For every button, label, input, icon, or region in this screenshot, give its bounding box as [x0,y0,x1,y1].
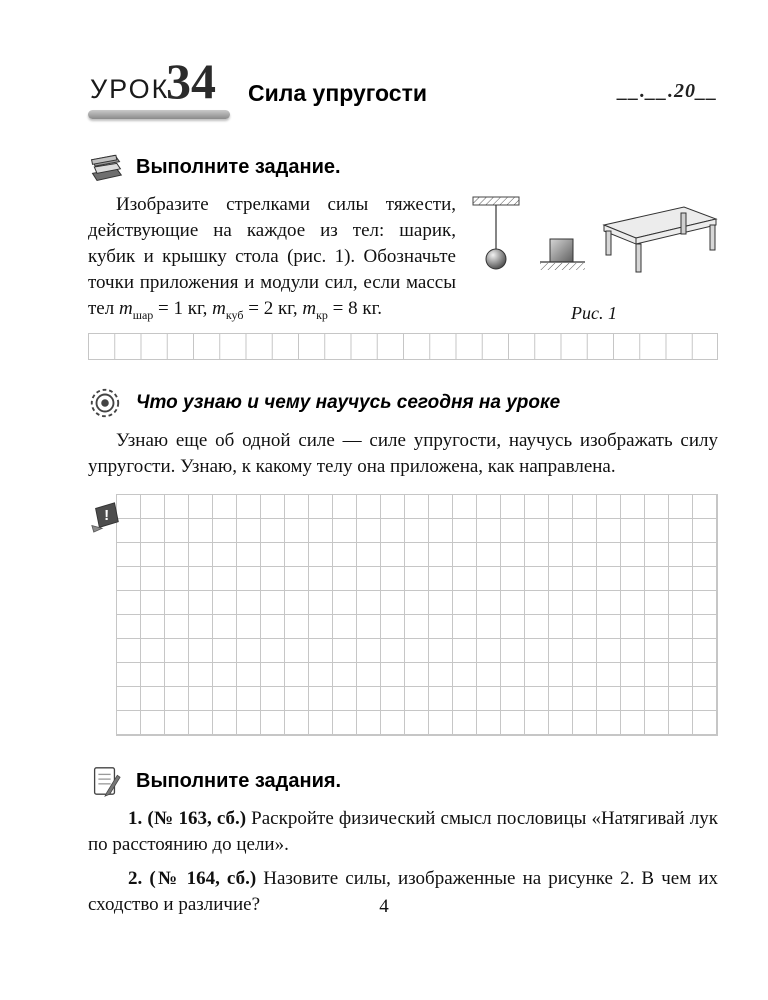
learn-heading-row [88,386,718,420]
task-item-1-number: 1. (№ 163, сб.) [128,808,247,829]
mass-symbol-1: m [118,298,133,319]
page-content [88,0,718,918]
lesson-header [88,0,718,150]
learn-body: Узнаю еще об одной силе — силе упругости, научусь изображать силу упругости. Узнаю, к какому телу она приложена, как направлена. [88,430,718,477]
books-icon [88,150,124,184]
task1-heading-row [88,150,718,184]
task-item-2-text: Назовите силы, изображенные на рисунке 2. В чем их сходство и различие? [88,868,718,915]
date-fill-in[interactable]: __.__.20__ [618,80,718,102]
figure-1 [470,192,718,327]
task1-body [88,192,718,329]
tasks-heading-row [88,764,718,798]
mass-sub-2: куб [225,307,244,322]
answer-grid-strip[interactable] [88,333,718,360]
task-item-2-number: 2. (№ 164, сб.) [128,868,257,889]
page-number: 4 [379,896,389,917]
task1-text: Изобразите стрелками силы тяжести, действующие на каждое из тел: шарик, кубик и крышку стола (рис. 1). Обозначьте точки приложения и модули сил, если массы тел [88,194,456,319]
note-important-icon [88,500,124,534]
page-title: Сила упругости [248,80,427,106]
lesson-underline-bar [88,110,230,119]
tasks-heading: Выполните задания. [136,769,342,792]
answer-grid-large[interactable] [116,494,718,736]
task-item-1-text: Раскройте физический смысл пословицы «Натягивай лук по расстоянию до цели». [88,808,718,855]
target-icon [88,386,124,420]
task-item-1 [88,806,718,858]
answer-grid-section [88,494,718,736]
mass-sub-1: шар [132,307,154,322]
figure-1-drawing [470,192,718,292]
mass-sub-3: кр [316,307,328,322]
task1-heading: Выполните задание. [136,155,341,178]
learn-heading: Что узнаю и чему научусь сегодня на уроке [136,392,561,413]
svg-text:!: ! [104,506,110,524]
notepad-pencil-icon [88,764,124,798]
mass-value-3: = 8 кг. [327,298,383,319]
figure-1-caption: Рис. 1 [571,303,617,323]
mass-symbol-3: m [302,298,317,319]
lesson-label: УРОК [90,74,170,104]
mass-symbol-2: m [212,298,226,319]
mass-value-1: = 1 кг, [153,298,213,319]
mass-value-2: = 2 кг, [243,298,303,319]
lesson-number: 34 [166,53,216,109]
